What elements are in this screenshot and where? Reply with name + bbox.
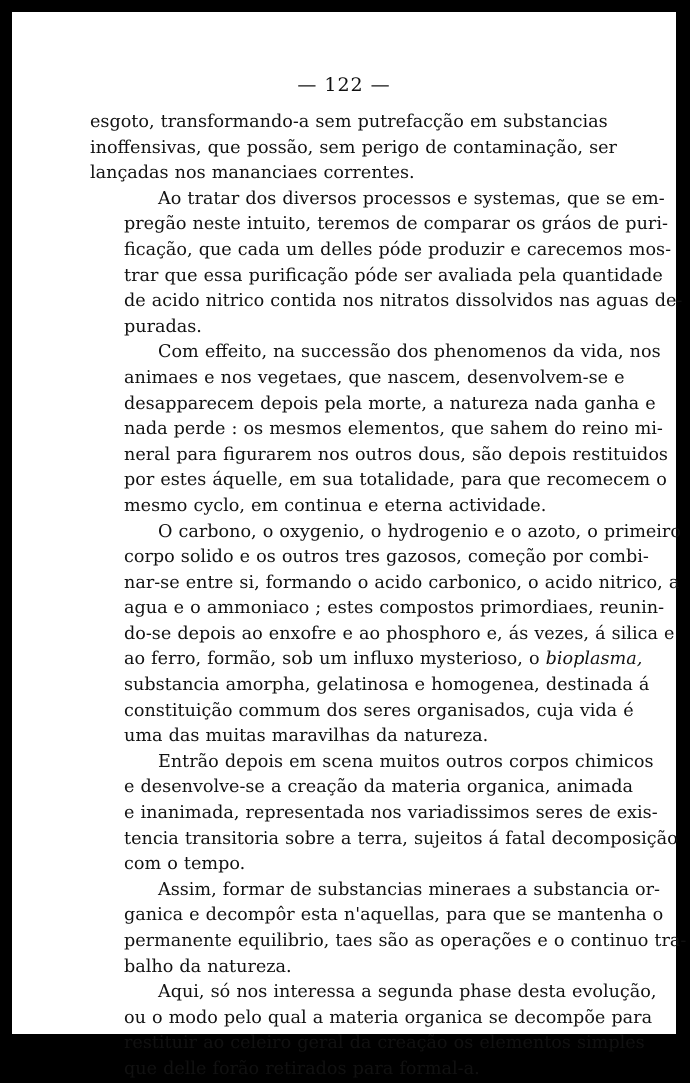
text-line: Com effeito, na successão dos phenomenos da vida, nos <box>158 342 661 363</box>
text-line: desapparecem depois pela morte, a natureza nada ganha e <box>124 393 656 414</box>
paragraph-6 <box>90 878 687 980</box>
paragraph-1 <box>90 110 617 187</box>
italic-term: bioplasma, <box>545 649 643 670</box>
text-line: de acido nitrico contida nos nitratos dissolvidos nas aguas de- <box>124 291 683 312</box>
text-line: Entrão depois em scena muitos outros corpos chimicos <box>158 751 654 772</box>
text-line: agua e o ammoniaco ; estes compostos primordiaes, reunin- <box>124 598 665 619</box>
text-line: permanente equilibrio, taes são as operações e o continuo tra- <box>124 931 687 951</box>
paragraph-5 <box>90 750 678 878</box>
text-line: restituir ao celeiro geral da creação os elementos simples <box>124 1033 645 1054</box>
text-line: ganica e decompôr esta n'aquellas, para que se mantenha o <box>124 905 664 926</box>
text-line: neral para figurarem nos outros dous, são depois restituidos <box>124 444 668 465</box>
text-line: nada perde : os mesmos elementos, que sahem do reino mi- <box>124 419 663 440</box>
text-line: por estes áquelle, em sua totalidade, para que recomecem o <box>124 470 667 491</box>
text-line: ficação, que cada um delles póde produzir e carecemos mos- <box>124 239 672 260</box>
text-line: Ao tratar dos diversos processos e systemas, que se em- <box>158 188 665 209</box>
text-line: O carbono, o oxygenio, o hydrogenio e o azoto, o primeiro <box>158 521 681 542</box>
text-line: constituição commum dos seres organisados, cuja vida é <box>124 700 634 721</box>
text-line: balho da natureza. <box>124 956 292 977</box>
text-line: e inanimada, representada nos variadissimos seres de exis- <box>124 803 658 824</box>
paragraph-4 <box>90 520 681 750</box>
text-line-with-italic <box>90 647 643 673</box>
page-text-body <box>90 110 687 1083</box>
paragraph-3 <box>90 340 668 519</box>
text-line: e desenvolve-se a creação da materia organica, animada <box>124 777 633 798</box>
page-number: — 122 — <box>297 74 391 96</box>
paragraph-7 <box>90 980 657 1082</box>
text-line: mesmo cyclo, em continua e eterna actividade. <box>124 495 547 516</box>
text-segment: ao ferro, formão, sob um influxo mysterioso, o <box>124 649 546 670</box>
book-page <box>12 12 687 1079</box>
text-line: substancia amorpha, gelatinosa e homogenea, destinada á <box>124 675 650 696</box>
text-line: puradas. <box>124 316 202 337</box>
text-line: ou o modo pelo qual a materia organica se decompõe para <box>124 1007 653 1028</box>
text-line: uma das muitas maravilhas da natureza. <box>124 726 489 747</box>
text-line: que delle forão retirados para formal-a. <box>124 1058 480 1079</box>
text-line: trar que essa purificação póde ser avaliada pela quantidade <box>124 265 663 286</box>
text-line: Aqui, só nos interessa a segunda phase desta evolução, <box>158 982 657 1003</box>
text-line: animaes e nos vegetaes, que nascem, desenvolvem-se e <box>124 367 625 388</box>
text-line: com o tempo. <box>124 854 246 875</box>
text-line: corpo solido e os outros tres gazosos, começão por combi- <box>124 547 649 568</box>
paragraph-2 <box>90 187 683 341</box>
text-line: inoffensivas, que possão, sem perigo de contaminação, ser <box>90 137 617 158</box>
text-line: do-se depois ao enxofre e ao phosphoro e, ás vezes, á silica e <box>124 623 675 644</box>
text-line: Assim, formar de substancias mineraes a substancia or- <box>158 879 660 900</box>
text-line: nar-se entre si, formando o acido carbonico, o acido nitrico, a <box>124 572 680 593</box>
text-line: tencia transitoria sobre a terra, sujeitos á fatal decomposição <box>124 828 678 849</box>
text-line: lançadas nos mananciaes correntes. <box>90 163 415 184</box>
text-line: esgoto, transformando-a sem putrefacção em substancias <box>90 112 608 132</box>
text-line: pregão neste intuito, teremos de comparar os gráos de puri- <box>124 214 668 235</box>
